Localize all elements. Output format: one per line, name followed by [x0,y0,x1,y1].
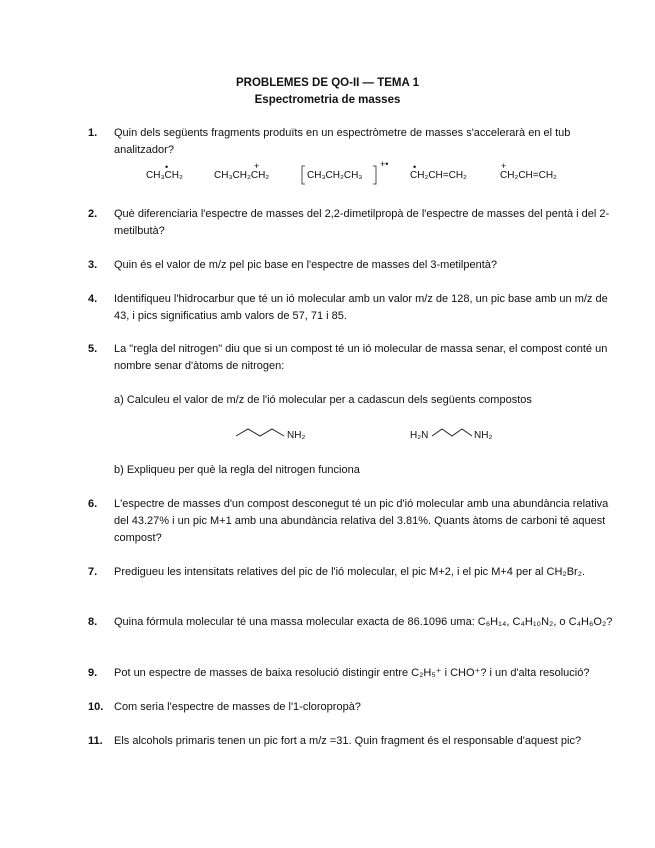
diamine-structure [430,424,480,444]
question-5-part-b: b) Expliqueu per què la regla del nitrogen funciona [114,464,360,476]
cation-plus-icon: + [254,161,260,171]
fragment-3: CH₃CH₂CH₃ [307,170,363,181]
question-number: 2. [88,208,98,220]
question-9 [88,665,618,682]
question-4 [88,291,618,325]
question-text: Els alcohols primaris tenen un pic fort a m/z =31. Quin fragment és el responsable d'aquest pic? [114,735,582,747]
question-7 [88,564,618,581]
question-text: L'espectre de masses d'un compost desconegut té un pic d'ió molecular amb una abundància relativa del 43.27% i un pic M+1 amb una abundància relativa del 3.81%. Quants àtoms de carboni té aquest compost? [114,498,609,544]
question-text: Quina fórmula molecular té una massa molecular exacta de 86.1096 uma: C₆H₁₄, C₄H₁₀N₂, o C₄H₆O₂? [114,616,613,628]
question-text: Com seria l'espectre de masses de l'1-cloropropà? [114,701,361,713]
radical-cation-icon: +• [380,159,389,169]
question-text: La "regla del nitrogen" diu que si un compost té un ió molecular de massa senar, el compost conté un nombre senar d'àtoms de nitrogen: [114,343,608,372]
question-11 [88,733,618,750]
question-number: 10. [88,701,104,713]
fragment-2: CH₃CH₂CH₂ [214,170,270,181]
fragment-5: CH₂CH=CH₂ [500,170,557,181]
question-6 [88,496,618,547]
fragment-4: CH₂CH=CH₂ [410,170,467,181]
diamine-right-label: NH₂ [474,430,493,441]
question-number: 1. [88,127,98,139]
question-number: 8. [88,616,98,628]
butylamine-structure [234,424,294,444]
cation-plus-icon: + [501,161,507,171]
question-text: Què diferenciaria l'espectre de masses del 2,2-dimetilpropà de l'espectre de masses del pentà i del 2-metilbutà? [114,208,610,237]
question-number: 11. [88,735,103,747]
radical-dot-icon: • [413,162,417,172]
question-number: 7. [88,566,98,578]
question-text: Quin és el valor de m/z pel pic base en l'espectre de masses del 3-metilpentà? [114,259,498,271]
fragment-1: CH₃CH₂ [146,170,183,181]
question-1 [88,125,618,159]
question-2 [88,206,618,240]
question-text: Pot un espectre de masses de baixa resolució distingir entre C₂H₅⁺ i CHO⁺? i un d'alta resolució? [114,667,590,679]
question-text: Prediguеu les intensitats relatives del pic de l'ió molecular, el pic M+2, i el pic M+4 per al CH₂Br₂. [114,566,586,578]
question-text: Quin dels següents fragments produïts en un espectròmetre de masses s'accelerarà en el tub analitzador? [114,127,571,156]
question-number: 5. [88,343,98,355]
question-3 [88,257,618,274]
diamine-left-label: H₂N [410,430,429,441]
question-number: 6. [88,498,98,510]
document-subtitle: Espectrometria de masses [254,94,401,106]
question-10 [88,699,618,716]
question-number: 4. [88,293,98,305]
question-text: Identifiqueu l'hidrocarbur que té un ió molecular amb un valor m/z de 128, un pic base amb un m/z de 43, i pics significatius amb valors de 57, 71 i 85. [114,293,608,322]
question-number: 3. [88,259,98,271]
question-5 [88,341,618,375]
radical-dot-icon: • [165,162,169,172]
document-title: PROBLEMES DE QO-II — TEMA 1 [236,77,419,89]
question-5-part-a: a) Calculeu el valor de m/z de l'ió molecular per a cadascun dels següents compostos [114,394,532,406]
question-number: 9. [88,667,98,679]
question-8 [88,614,618,631]
amine-label: NH₂ [287,430,306,441]
